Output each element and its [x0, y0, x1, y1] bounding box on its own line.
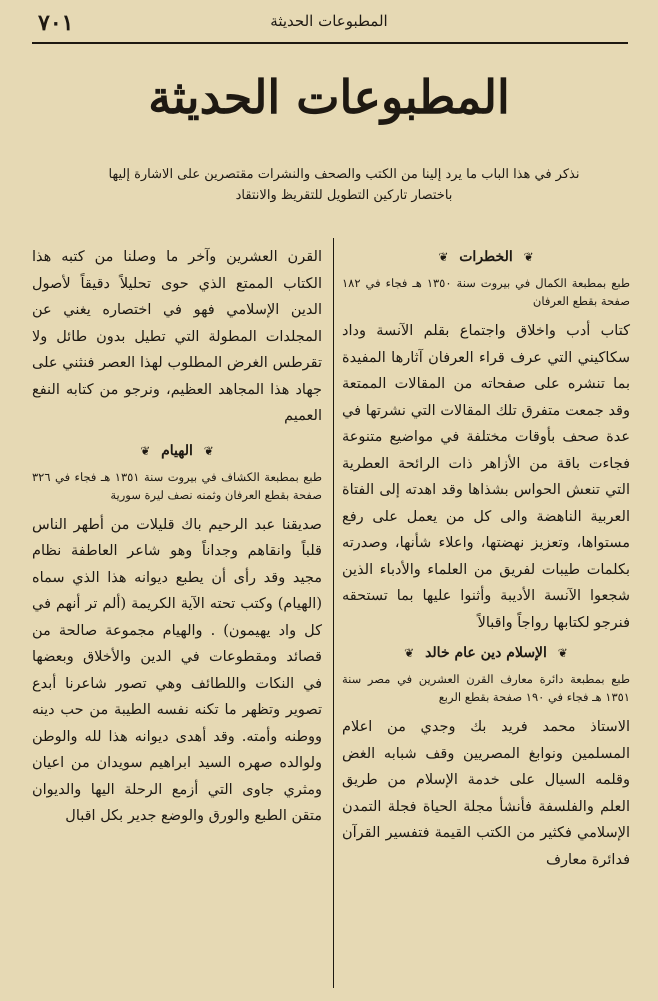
intro-line-1: نذكر في هذا الباب ما يرد إلينا من الكتب والصحف والنشرات مقتصرين على الاشارة إليها [108, 167, 580, 182]
publication-info: طبع بمطبعة دائرة معارف القرن العشرين في مصر سنة ١٣٥١ هـ فجاء في ١٩٠ صفحة بقطع الربع [342, 672, 630, 704]
article-text: الاستاذ محمد فريد بك وجدي من اعلام المسلمين ونوابغ المصريين وقف شبابه الغض وقلمه السيال على خدمة الإسلام من طريق العلم والفلسفة فأنشأ مجلة الحياة فجلة التمدن الإسلامي فكثير من الكتب القيمة فتفسير القرآن فدائرة معارف [342, 719, 630, 868]
left-column [32, 244, 322, 830]
page-number: ٧٠١ [38, 10, 74, 36]
intro-line-2: باختصار تاركين التطويل للتقريظ والانتقاد [235, 188, 453, 203]
article-heading-islam [342, 640, 630, 666]
ornament-icon: ❦ [557, 646, 568, 660]
article-heading-khatarat [342, 244, 630, 270]
running-header [28, 6, 630, 38]
ornament-icon: ❦ [523, 250, 534, 264]
header-rule [32, 42, 628, 44]
ornament-icon: ❦ [203, 443, 214, 458]
publication-info: طبع بمطبعة الكشاف في بيروت سنة ١٣٥١ هـ فجاء في ٣٢٦ صفحة بقطع العرفان وثمنه نصف ليرة سورية [32, 469, 322, 502]
publication-info: طبع بمطبعة الكمال في بيروت سنة ١٣٥٠ هـ فجاء في ١٨٢ صفحة بقطع العرفان [342, 276, 630, 308]
article-body [32, 512, 322, 830]
article-text: القرن العشرين وآخر ما وصلنا من كتبه هذا الكتاب الممتع الذي حوى تحليلاً دقيقاً لأصول الدين الإسلامي فهو في اختصاره يغني عن المجلدات المطولة التي تطيل بدون طائل ولا تقرطس الغرض المطلوب لهذا العصر فنثني على جهاد هذا المجاهد العظيم، ونرجو من كتابه النفع العميم [32, 249, 322, 424]
article-text: كتاب أدب واخلاق واجتماع بقلم الآنسة وداد سكاكيني التي عرف قراء العرفان آثارها المفيدة بما تنشره على صفحاته من المقالات الممتعة وقد جمعت متفرق تلك المقالات التي نشرتها في عدة صحف بأوقات مختلفة في مواضيع متنوعة فجاءت باقة من الأزاهر ذات الرائحة العطرية التي تنعش الحواس بشذاها وقد اهدته إلى الفتاة العربية الناهضة والى كل من يعمل على رفع مستواها، وتعزيز نهضتها، واعلاء شأنها، وصدرته بكلمات طيبات لفريق من العلماء والأدباء الذين شجعوا الآنسة الأديبة وأثنوا عليها بما تستحقه فنرجو لكتابها رواجاً واقبالاً [342, 323, 630, 631]
article-body [342, 318, 630, 636]
article-body [342, 714, 630, 873]
column-divider [333, 238, 334, 988]
ornament-icon: ❦ [140, 443, 151, 458]
article-text: صديقنا عبد الرحيم باك قليلات من أطهر الناس قلباً وانقاهم وجداناً وهو شاعر العاطفة نظام مجيد وقد رأى أن يطبع ديوانه هذا الذي سماه (الهيام) وكتب تحته الآية الكريمة (ألم تر أنهم في كل واد يهيمون) . والهيام مجموعة صالحة من قصائد ومقطوعات في الدين والأخلاق وبعضها في النكات واللطائف وهي تصور شاعرنا أبدع تصوير وتظهر ما تكنه نفسه الطيبة من حب دينه ووطنه وأمته. وقد أهدى ديوانه هذا لله والوطن ولوالده صهره السيد ابراهيم سويدان من اعيان ومثري جاوى التي أزمع الرحلة اليها والديوان متقن الطبع والورق والوضع جدير بكل اقبال [32, 516, 322, 824]
article-heading-hiyam [32, 438, 322, 464]
ornament-icon: ❦ [404, 646, 415, 660]
continued-article-body [32, 244, 322, 430]
ornament-icon: ❦ [438, 250, 449, 264]
running-title: المطبوعات الحديثة [270, 12, 388, 30]
article-title: الإسلام دين عام خالد [425, 645, 547, 661]
section-title: المطبوعات الحديثة [148, 70, 510, 124]
article-title: الهيام [161, 442, 193, 459]
right-column [342, 244, 630, 873]
article-title: الخطرات [459, 249, 513, 265]
intro-paragraph [90, 164, 598, 206]
